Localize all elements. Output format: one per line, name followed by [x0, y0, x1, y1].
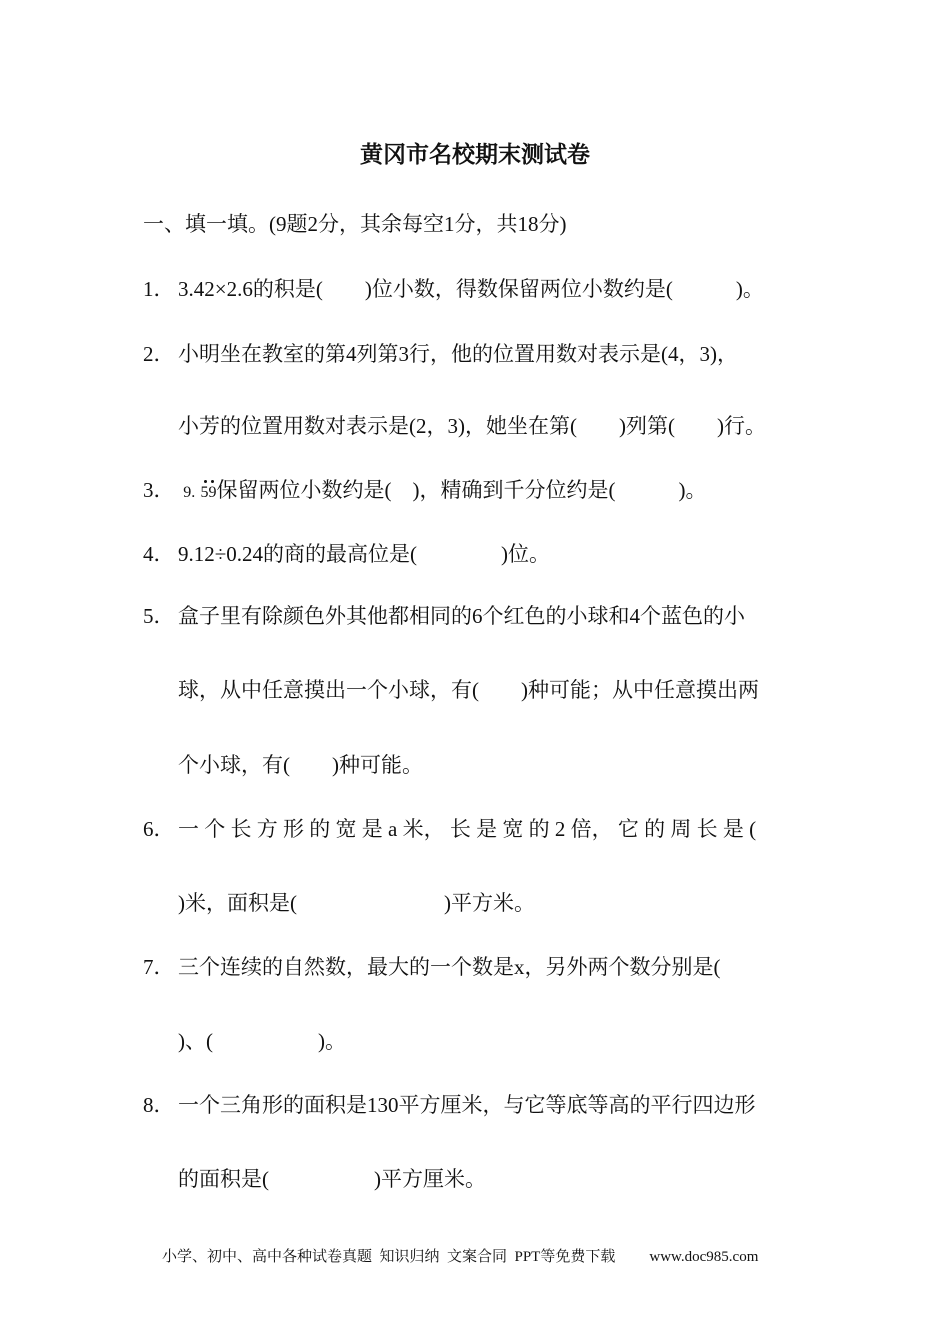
question-3 — [143, 477, 706, 506]
question-number: 3． — [143, 478, 175, 502]
question-text: 盒子里有除颜色外其他都相同的6个红色的小球和4个蓝色的小 — [178, 604, 745, 628]
question-text: 9.12÷0.24的商的最高位是( )位。 — [178, 542, 551, 566]
question-1 — [143, 276, 764, 302]
question-5 — [143, 603, 745, 629]
footer — [162, 1245, 758, 1266]
question-7-continued: )、( )。 — [178, 1029, 346, 1053]
question-text: 一 个 长 方 形 的 宽 是 a 米， 长 是 宽 的 2 倍， 它 的 周 长 是 ( — [178, 817, 757, 841]
page-title: 黄冈市名校期末测试卷 — [360, 142, 590, 168]
question-5-continued: 球，从中任意摸出一个小球，有( )种可能；从中任意摸出两 — [178, 678, 759, 702]
question-number: 6． — [143, 817, 175, 841]
question-number: 8． — [143, 1093, 175, 1117]
question-2 — [143, 341, 738, 367]
recurring-dot-icon — [211, 480, 214, 483]
question-8-continued: 的面积是( )平方厘米。 — [178, 1167, 486, 1191]
question-number: 5． — [143, 604, 175, 628]
question-number: 4． — [143, 542, 175, 566]
question-number: 1． — [143, 277, 175, 301]
question-4 — [143, 541, 550, 567]
question-2-continued: 小芳的位置用数对表示是(2，3)，她坐在第( )列第( )行。 — [178, 414, 766, 438]
question-text: 三个连续的自然数，最大的一个数是x，另外两个数分别是( — [178, 955, 721, 979]
question-text: 一个三角形的面积是130平方厘米，与它等底等高的平行四边形 — [178, 1093, 756, 1117]
recurring-dot-icon — [204, 480, 207, 483]
question-6-continued: )米，面积是( )平方米。 — [178, 891, 535, 915]
question-6 — [143, 816, 756, 842]
section-heading: 一、填一填。(9题2分，其余每空1分，共18分) — [143, 212, 567, 236]
question-text: 保留两位小数约是( )，精确到千分位约是( )。 — [216, 478, 707, 502]
question-number: 2． — [143, 342, 175, 366]
recurring-decimal-digits — [201, 480, 217, 506]
question-5-continued-2: 个小球，有( )种可能。 — [178, 753, 423, 777]
question-number: 7． — [143, 955, 175, 979]
footer-link[interactable]: www.doc985.com — [649, 1249, 759, 1265]
question-7 — [143, 954, 721, 980]
question-text: 小明坐在教室的第4列第3行，他的位置用数对表示是(4，3)， — [178, 342, 738, 366]
footer-text: 小学、初中、高中各种试卷真题 知识归纳 文案合同 PPT等免费下载 — [162, 1249, 616, 1265]
question-text: 3.42×2.6的积是( )位小数，得数保留两位小数约是( )。 — [178, 277, 764, 301]
recurring-decimal-integer: 9. — [183, 484, 196, 501]
question-8 — [143, 1092, 756, 1118]
repeat-digits: 59 — [200, 484, 217, 501]
